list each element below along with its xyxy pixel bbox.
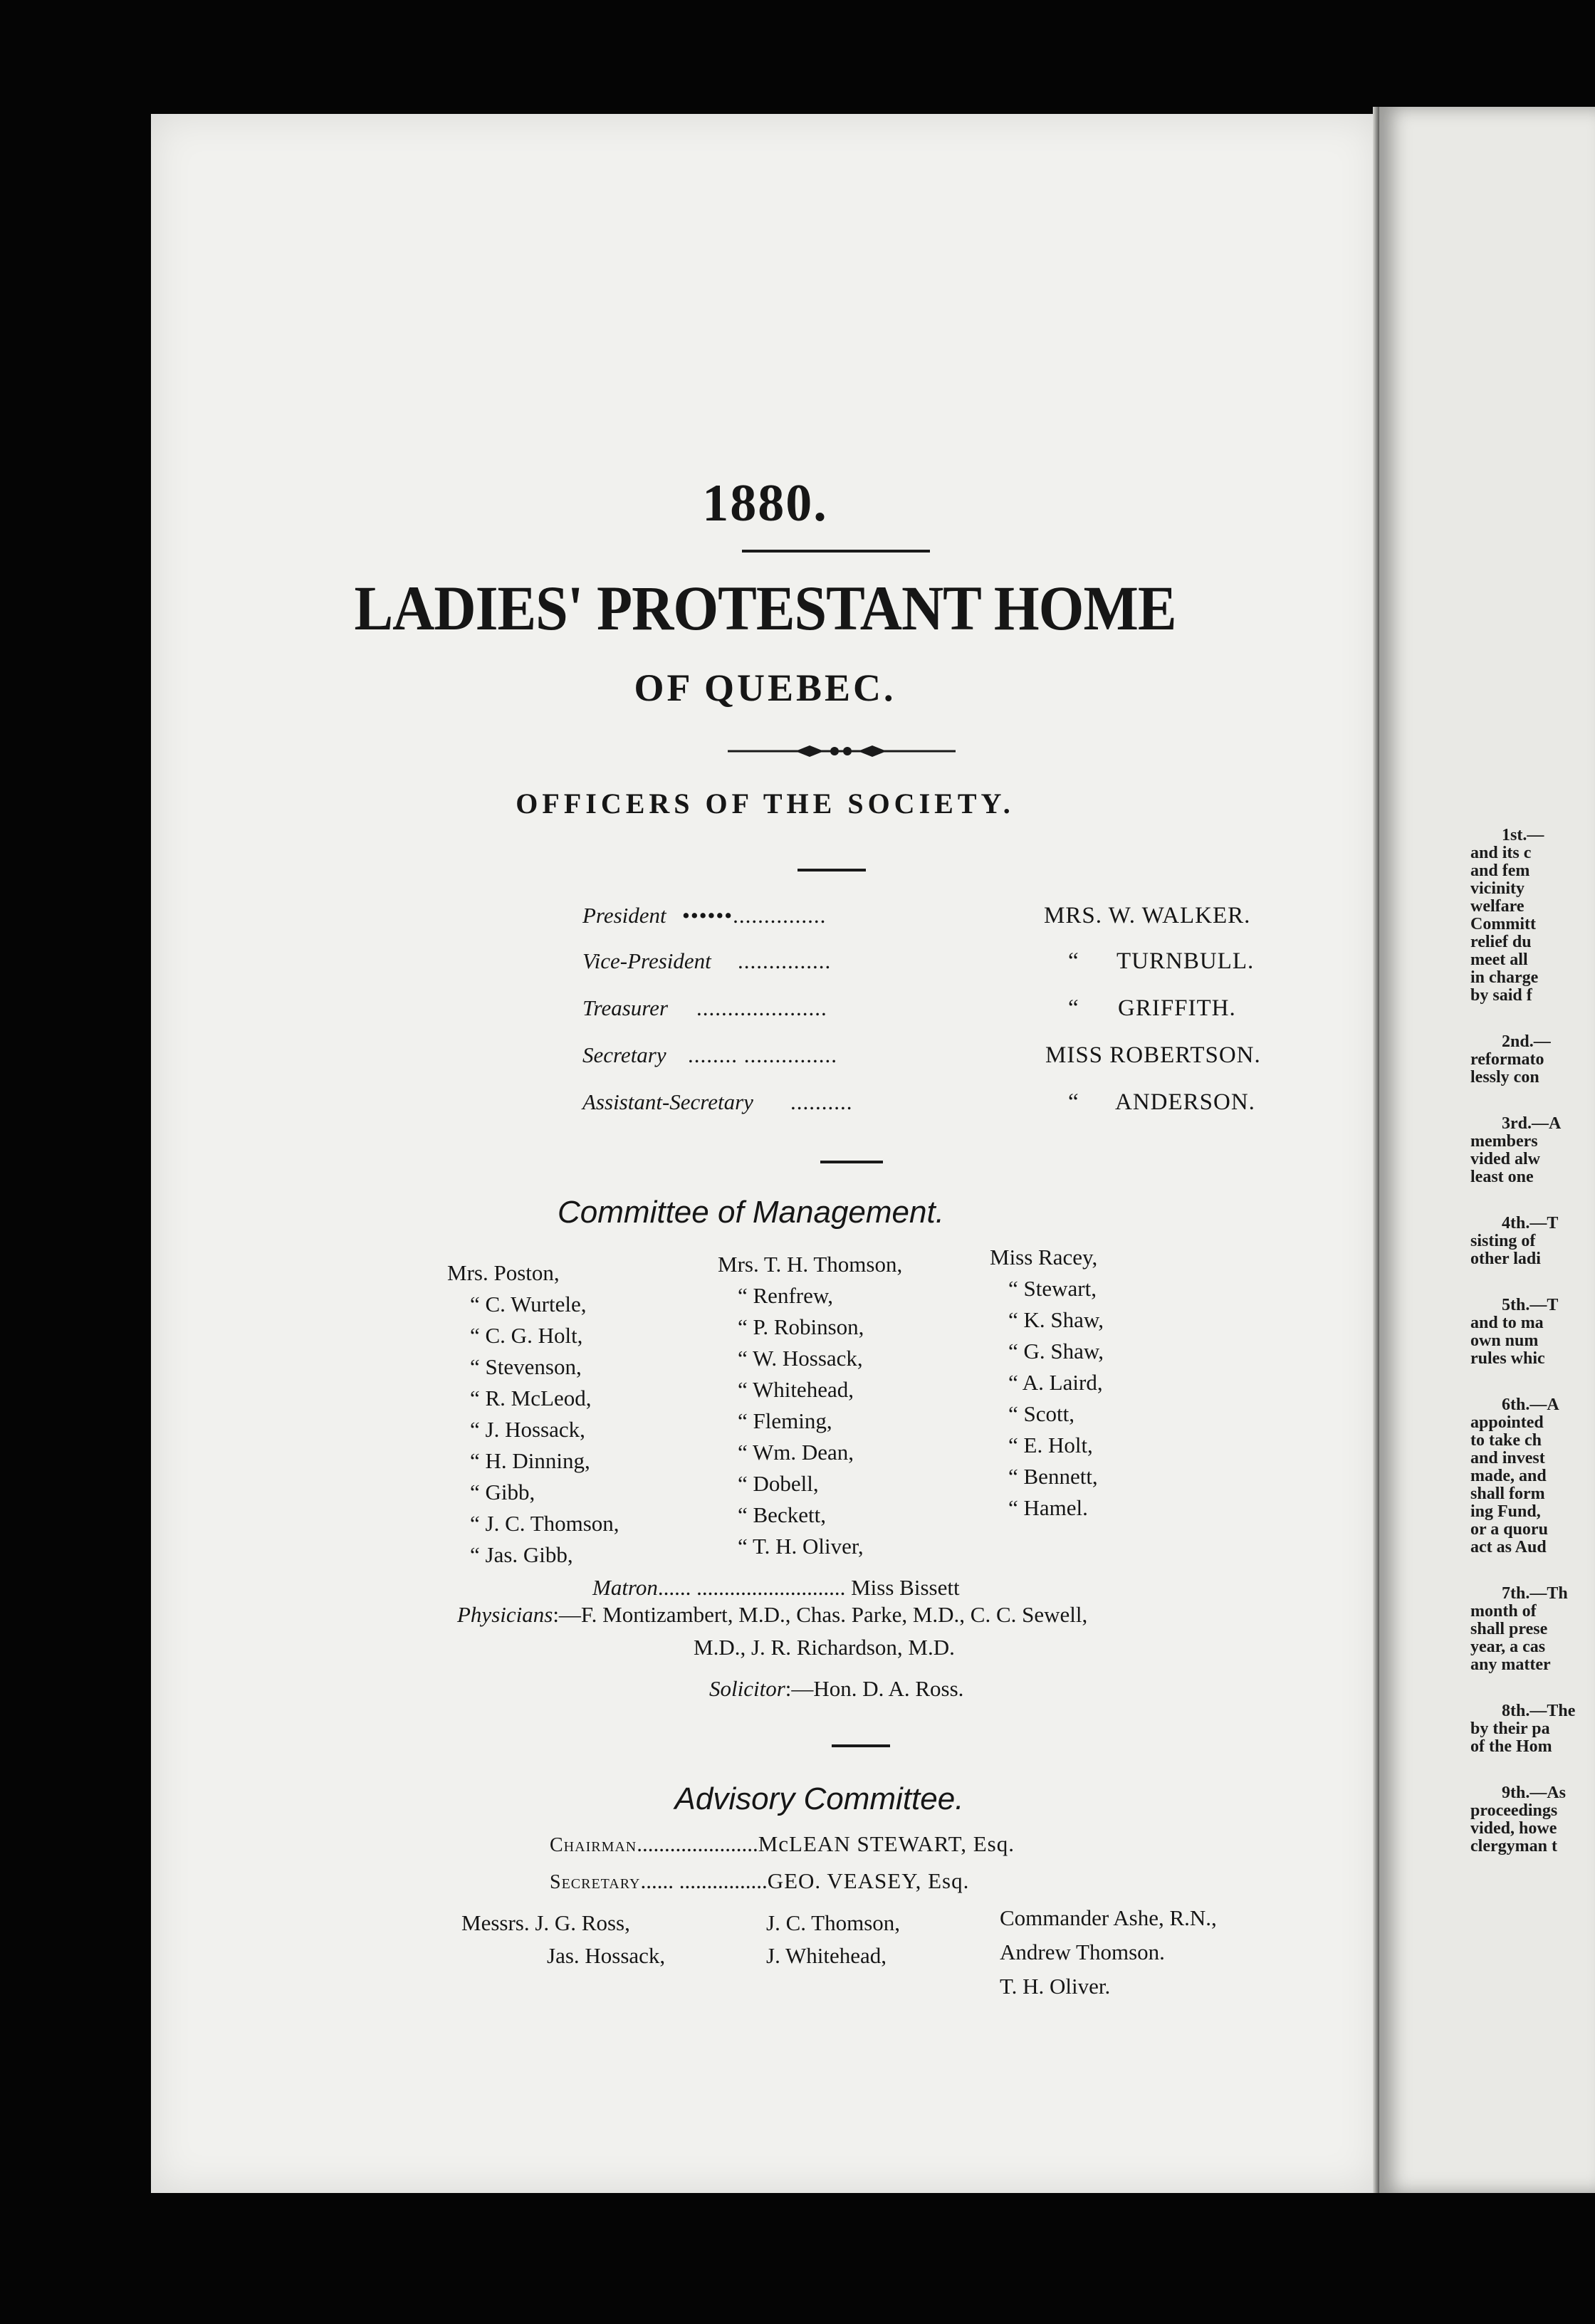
leader-dots: .......... (790, 1089, 853, 1114)
right-page-text-line: in charge (1470, 968, 1539, 987)
matron-line (592, 1575, 960, 1601)
right-page-text-line: ing Fund, (1470, 1502, 1541, 1521)
advisory-chairman-line (550, 1831, 1015, 1857)
right-page-text-line: welfare (1470, 897, 1525, 916)
member-name: “ Jas. Gibb, (470, 1542, 573, 1567)
right-page-text-line: or a quoru (1470, 1520, 1548, 1539)
right-page-text-line: month of (1470, 1602, 1537, 1621)
member-name: “ C. G. Holt, (470, 1323, 583, 1348)
member-name: “ Renfrew, (738, 1283, 833, 1308)
right-page-fragment (1379, 107, 1595, 2193)
matron-label: Matron (592, 1575, 658, 1600)
physicians-text: :—F. Montizambert, M.D., Chas. Parke, M.D., C. C. Sewell, (553, 1602, 1088, 1627)
officer-name: TURNBULL. (1116, 948, 1255, 974)
chairman-label: Chairman (550, 1834, 637, 1856)
officer-role: Vice-President (582, 948, 711, 973)
leader-dots: ........ ............... (688, 1042, 837, 1067)
member-name: J. Whitehead, (766, 1943, 887, 1968)
member-name: “ R. McLeod, (470, 1386, 592, 1410)
member-name: Miss Racey, (990, 1245, 1098, 1270)
left-page (151, 114, 1379, 2193)
ditto-mark: “ (1068, 948, 1079, 974)
member-name: “ Gibb, (470, 1480, 535, 1504)
advisory-divider (832, 1744, 890, 1747)
right-page-text-line: act as Aud (1470, 1538, 1547, 1556)
ditto-mark: “ (1068, 995, 1079, 1021)
ornament-divider (728, 740, 956, 762)
ditto-mark: “ (1068, 1089, 1079, 1115)
right-page-text-line: of the Hom (1470, 1737, 1552, 1756)
advisory-column-2 (766, 1907, 900, 1972)
right-page-text-line: sisting of (1470, 1232, 1536, 1250)
matron-name: Miss Bissett (851, 1575, 960, 1600)
officer-role: President (582, 903, 666, 928)
member-name: “ T. H. Oliver, (738, 1534, 864, 1559)
advisory-column-3 (1000, 1901, 1217, 2004)
right-page-text-line: own num (1470, 1331, 1539, 1350)
right-page-text-line: proceedings (1470, 1801, 1558, 1820)
right-page-text-line: and to ma (1470, 1314, 1544, 1332)
physicians-line-1 (457, 1602, 1087, 1628)
member-name: “ Hamel. (1008, 1495, 1088, 1520)
member-name: “ Whitehead, (738, 1377, 854, 1402)
officer-row-assistant-secretary (582, 1089, 1366, 1129)
right-page-text-line: by said f (1470, 986, 1532, 1005)
member-name: “ J. C. Thomson, (470, 1511, 619, 1536)
officer-role: Assistant-Secretary (582, 1089, 753, 1114)
member-name: “ H. Dinning, (470, 1448, 590, 1473)
right-page-text-line: rules whic (1470, 1349, 1545, 1368)
officer-name: GRIFFITH. (1118, 995, 1236, 1021)
right-page-text-line: any matter (1470, 1655, 1551, 1674)
member-name: “ P. Robinson, (738, 1314, 864, 1339)
member-name: “ Wm. Dean, (738, 1440, 854, 1465)
right-page-text-line: and its c (1470, 844, 1532, 862)
member-name: Mrs. T. H. Thomson, (718, 1252, 903, 1277)
right-page-text-line: lessly con (1470, 1068, 1539, 1087)
leader-dots: ..................... (696, 995, 827, 1020)
secretary-name: GEO. VEASEY, Esq. (767, 1868, 970, 1893)
officer-name: MRS. W. WALKER. (1044, 903, 1251, 928)
member-name: “ C. Wurtele, (470, 1292, 587, 1317)
right-page-text-line: 8th.—The (1502, 1702, 1576, 1720)
advisory-secretary-line (550, 1868, 969, 1894)
year-underline (742, 550, 930, 553)
management-title: Committee of Management. (558, 1195, 944, 1230)
right-page-text-line: 1st.— (1502, 826, 1544, 844)
advisory-column-1 (461, 1907, 665, 1972)
right-page-text-line: to take ch (1470, 1431, 1542, 1450)
physicians-line-2: M.D., J. R. Richardson, M.D. (694, 1635, 955, 1660)
officer-role: Treasurer (582, 995, 669, 1020)
right-page-text-line: 2nd.— (1502, 1032, 1551, 1051)
right-page-text-line: relief du (1470, 933, 1532, 951)
officer-role: Secretary (582, 1042, 666, 1067)
management-column-3 (990, 1242, 1104, 1524)
member-name: “ Stevenson, (470, 1354, 582, 1379)
right-page-text-line: reformato (1470, 1050, 1544, 1069)
officer-row-secretary (582, 1042, 1366, 1082)
right-page-text-line: meet all (1470, 951, 1528, 969)
member-name: “ Beckett, (738, 1502, 826, 1527)
member-name: “ A. Laird, (1008, 1370, 1103, 1395)
member-name: “ K. Shaw, (1008, 1307, 1104, 1332)
member-name: J. C. Thomson, (766, 1910, 901, 1935)
member-name: “ E. Holt, (1008, 1433, 1093, 1457)
right-page-text-line: clergyman t (1470, 1837, 1557, 1855)
member-name: Jas. Hossack, (547, 1943, 666, 1968)
right-page-text-line: shall form (1470, 1485, 1545, 1503)
right-page-text-line: and fem (1470, 862, 1530, 880)
officer-name: MISS ROBERTSON. (1045, 1042, 1261, 1068)
right-page-text-line: made, and (1470, 1467, 1547, 1485)
right-page-text-line: vicinity (1470, 879, 1525, 898)
right-page-text-line: and invest (1470, 1449, 1545, 1467)
officer-name: ANDERSON. (1115, 1089, 1255, 1115)
right-page-text-line: 7th.—Th (1502, 1584, 1568, 1603)
right-page-text-line: 6th.—A (1502, 1396, 1559, 1414)
chairman-name: McLEAN STEWART, Esq. (758, 1831, 1015, 1856)
member-name: “ Scott, (1008, 1401, 1074, 1426)
secretary-label: Secretary (550, 1871, 641, 1893)
management-column-2 (718, 1249, 902, 1562)
member-name: “ G. Shaw, (1008, 1339, 1104, 1363)
management-column-1 (447, 1257, 619, 1571)
member-name: Commander Ashe, R.N., (1000, 1905, 1217, 1930)
officer-row-vice-president (582, 948, 1366, 988)
leader-dots: ...................... (637, 1831, 758, 1856)
right-page-text-line: shall prese (1470, 1620, 1548, 1638)
title-line-1: LADIES' PROTESTANT HOME (354, 573, 1176, 644)
leader-dots: ............... (738, 948, 832, 973)
title-line-2: OF QUEBEC. (634, 666, 896, 709)
member-name: “ Dobell, (738, 1471, 819, 1496)
solicitor-line (709, 1676, 963, 1702)
right-page-text-line: by their pa (1470, 1720, 1550, 1738)
leader-dots: ...... ................ (640, 1868, 768, 1893)
officer-row-president (582, 903, 1366, 943)
member-name: “ Stewart, (1008, 1276, 1097, 1301)
leader-dots: ...... ........................... (657, 1575, 846, 1600)
member-name: “ Fleming, (738, 1408, 832, 1433)
solicitor-text: :—Hon. D. A. Ross. (785, 1676, 964, 1701)
right-page-text-line: appointed (1470, 1413, 1544, 1432)
right-page-text-line: members (1470, 1132, 1538, 1151)
right-page-text-line: least one (1470, 1168, 1534, 1186)
member-name: Andrew Thomson. (1000, 1940, 1165, 1964)
year-heading: 1880. (702, 474, 828, 533)
advisory-title: Advisory Committee. (674, 1781, 964, 1816)
right-page-text-line: 3rd.—A (1502, 1114, 1562, 1133)
right-page-text-line: vided, howe (1470, 1819, 1557, 1838)
right-page-text-line: year, a cas (1470, 1638, 1546, 1656)
physicians-label: Physicians (457, 1602, 553, 1627)
member-name: T. H. Oliver. (1000, 1974, 1111, 1999)
solicitor-label: Solicitor (709, 1676, 785, 1701)
right-page-text-line: 4th.—T (1502, 1214, 1559, 1232)
right-page-text-line: vided alw (1470, 1150, 1541, 1168)
officers-underline (798, 869, 866, 872)
right-page-text-line: other ladi (1470, 1250, 1541, 1268)
leader-dots: ••••••............... (682, 903, 827, 928)
right-page-text-line: 5th.—T (1502, 1296, 1559, 1314)
right-page-text-line: 9th.—As (1502, 1784, 1567, 1802)
officer-row-treasurer (582, 995, 1366, 1035)
member-name: “ W. Hossack, (738, 1346, 863, 1371)
member-name: Messrs. J. G. Ross, (461, 1910, 630, 1935)
management-divider (820, 1161, 883, 1163)
member-name: “ Bennett, (1008, 1464, 1098, 1489)
member-name: Mrs. Poston, (447, 1260, 560, 1285)
officers-heading: OFFICERS OF THE SOCIETY. (516, 787, 1015, 820)
right-page-text-line: Committ (1470, 915, 1536, 933)
member-name: “ J. Hossack, (470, 1417, 585, 1442)
